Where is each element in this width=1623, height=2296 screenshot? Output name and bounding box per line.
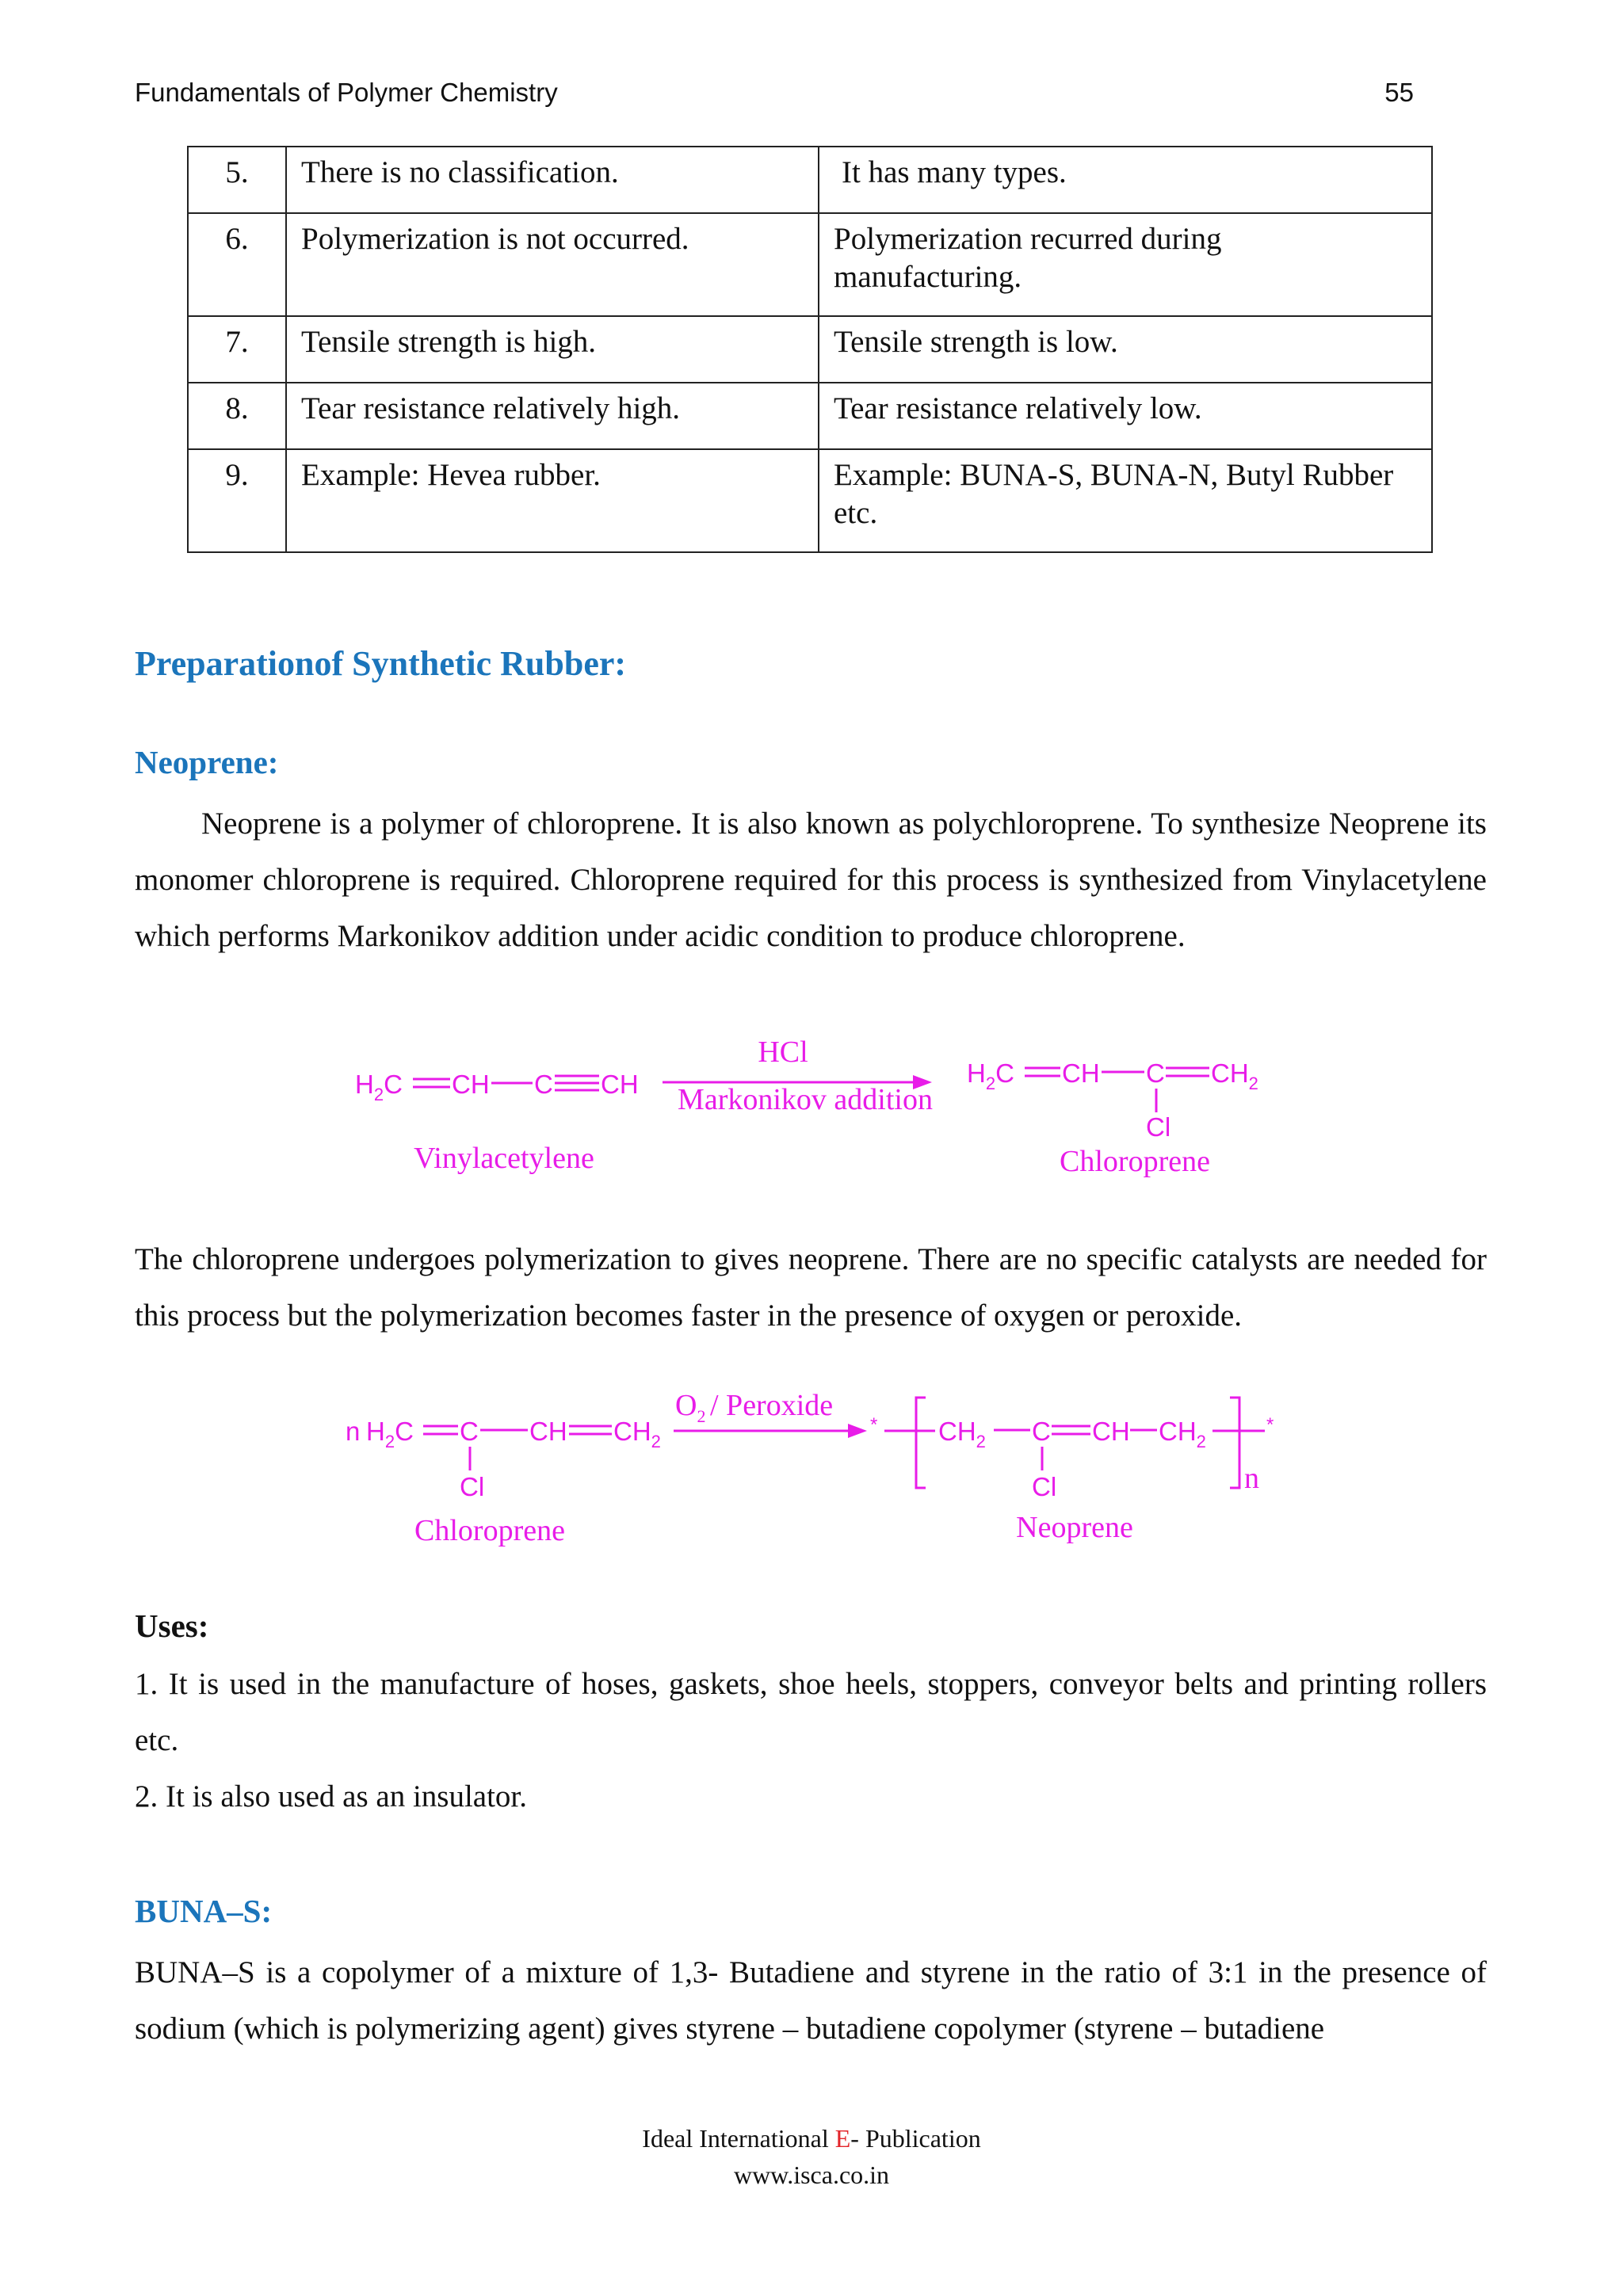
table-cell: 7.: [188, 316, 286, 383]
table-cell: Tear resistance relatively high.: [286, 383, 819, 449]
table-cell: 6.: [188, 213, 286, 316]
neoprene-repeat-unit-structure: [870, 1398, 1274, 1501]
neoprene-heading: Neoprene:: [135, 744, 279, 780]
section-title: Preparationof Synthetic Rubber:: [135, 644, 627, 683]
reagent-o2-peroxide: [675, 1389, 833, 1426]
coefficient-n: n: [346, 1417, 361, 1446]
svg-text:CH: CH: [1062, 1058, 1100, 1088]
uses-heading: Uses:: [135, 1608, 209, 1644]
neoprene-intro: Neoprene is a polymer of chloroprene. It is also known as polychloroprene. To synthesize Neoprene its monomer chloroprene is required. Chloroprene required for this process is synthesized from Vinylacetylene which performs Markonikov addition under acidic condition to produce chloroprene.: [135, 807, 1487, 953]
book-title: Fundamentals of Polymer Chemistry: [135, 78, 558, 107]
svg-text:H2C: $H_2C$: [355, 1070, 403, 1104]
svg-text:CH: CH: [1092, 1417, 1130, 1446]
svg-text:CH: CH: [452, 1070, 490, 1099]
list-item: 1. It is used in the manufacture of hoses, gaskets, shoe heels, stoppers, conveyor belts and printing rollers etc.: [135, 1667, 1487, 1757]
table-cell: 5.: [188, 147, 286, 213]
table-cell: Polymerization is not occurred.: [286, 213, 819, 316]
svg-text:CH2: $CH_2$: [938, 1417, 986, 1451]
product-label: Chloroprene: [1060, 1145, 1210, 1178]
polymerization-text: The chloroprene undergoes polymerization to gives neoprene. There are no specific catalysts are needed for this process but the polymerization becomes faster in the presence of oxygen or peroxide.: [135, 1242, 1487, 1333]
website: www.isca.co.in: [733, 2161, 890, 2189]
table-cell: Tensile strength is high.: [286, 316, 819, 383]
svg-text:C: C: [534, 1070, 553, 1099]
buna-s-text: BUNA–S is a copolymer of a mixture of 1,3- Butadiene and styrene in the ratio of 3:1 in the presence of sodium (which is polymerizing agent) gives styrene – butadiene copolymer (styrene – butadiene: [135, 1955, 1487, 2046]
chlorine-label: Cl: [1032, 1472, 1057, 1501]
svg-text:C: C: [460, 1417, 479, 1446]
comparison-table: [187, 146, 1433, 553]
table-cell: There is no classification.: [286, 147, 819, 213]
footer: [0, 2120, 1623, 2193]
table-cell: Tear resistance relatively low.: [819, 383, 1432, 449]
svg-text:H2C: $H_2C$: [967, 1058, 1014, 1093]
svg-text:C: C: [1032, 1417, 1051, 1446]
table-cell: Example: BUNA-S, BUNA-N, Butyl Rubber etc.: [819, 449, 1432, 552]
table-row: [188, 449, 1432, 552]
repeat-n: n: [1244, 1462, 1259, 1495]
chlorine-label: Cl: [460, 1472, 485, 1501]
svg-text:/ Peroxide: / Peroxide: [710, 1389, 834, 1422]
condition-label: Markonikov addition: [678, 1083, 933, 1116]
running-header: [135, 78, 1414, 108]
vinylacetylene-structure: [355, 1070, 639, 1104]
table-cell: Example: Hevea rubber.: [286, 449, 819, 552]
table-row: [188, 213, 1432, 316]
table-cell: Polymerization recurred during manufacturing.: [819, 213, 1432, 316]
table-cell: 9.: [188, 449, 286, 552]
reagent-hcl: HCl: [758, 1035, 808, 1069]
publisher: Ideal International E- Publication: [642, 2124, 981, 2153]
buna-s-heading: BUNA–S:: [135, 1893, 273, 1929]
svg-text:C: C: [1146, 1058, 1165, 1088]
table-row: [188, 383, 1432, 449]
end-group-star: *: [870, 1414, 878, 1436]
svg-text:O2: $O_2$: [675, 1389, 706, 1426]
page-number: 55: [1384, 78, 1414, 107]
table-cell: It has many types.: [819, 147, 1432, 213]
chloroprene-structure: [967, 1058, 1258, 1142]
svg-text:CH: CH: [601, 1070, 639, 1099]
end-group-star: *: [1266, 1414, 1274, 1436]
chloroprene-monomer-structure: [346, 1417, 661, 1501]
svg-text:CH2: $CH_2$: [613, 1417, 661, 1451]
reaction-vinylacetylene-to-chloroprene: [0, 1027, 1623, 1185]
table-row: [188, 147, 1432, 213]
product-label: Neoprene: [1016, 1511, 1133, 1544]
table-row: [188, 316, 1432, 383]
svg-text:CH2: $CH_2$: [1211, 1058, 1258, 1093]
svg-text:CH: CH: [529, 1417, 567, 1446]
svg-text:CH2: $CH_2$: [1159, 1417, 1206, 1451]
table-cell: Tensile strength is low.: [819, 316, 1432, 383]
reaction-chloroprene-to-neoprene: [0, 1379, 1623, 1561]
reactant-label: Chloroprene: [414, 1514, 565, 1547]
reactant-label: Vinylacetylene: [414, 1142, 594, 1175]
table-cell: 8.: [188, 383, 286, 449]
list-item: 2. It is also used as an insulator.: [135, 1779, 528, 1814]
svg-text:H2C: $H_2C$: [366, 1417, 414, 1451]
chlorine-label: Cl: [1146, 1112, 1171, 1142]
